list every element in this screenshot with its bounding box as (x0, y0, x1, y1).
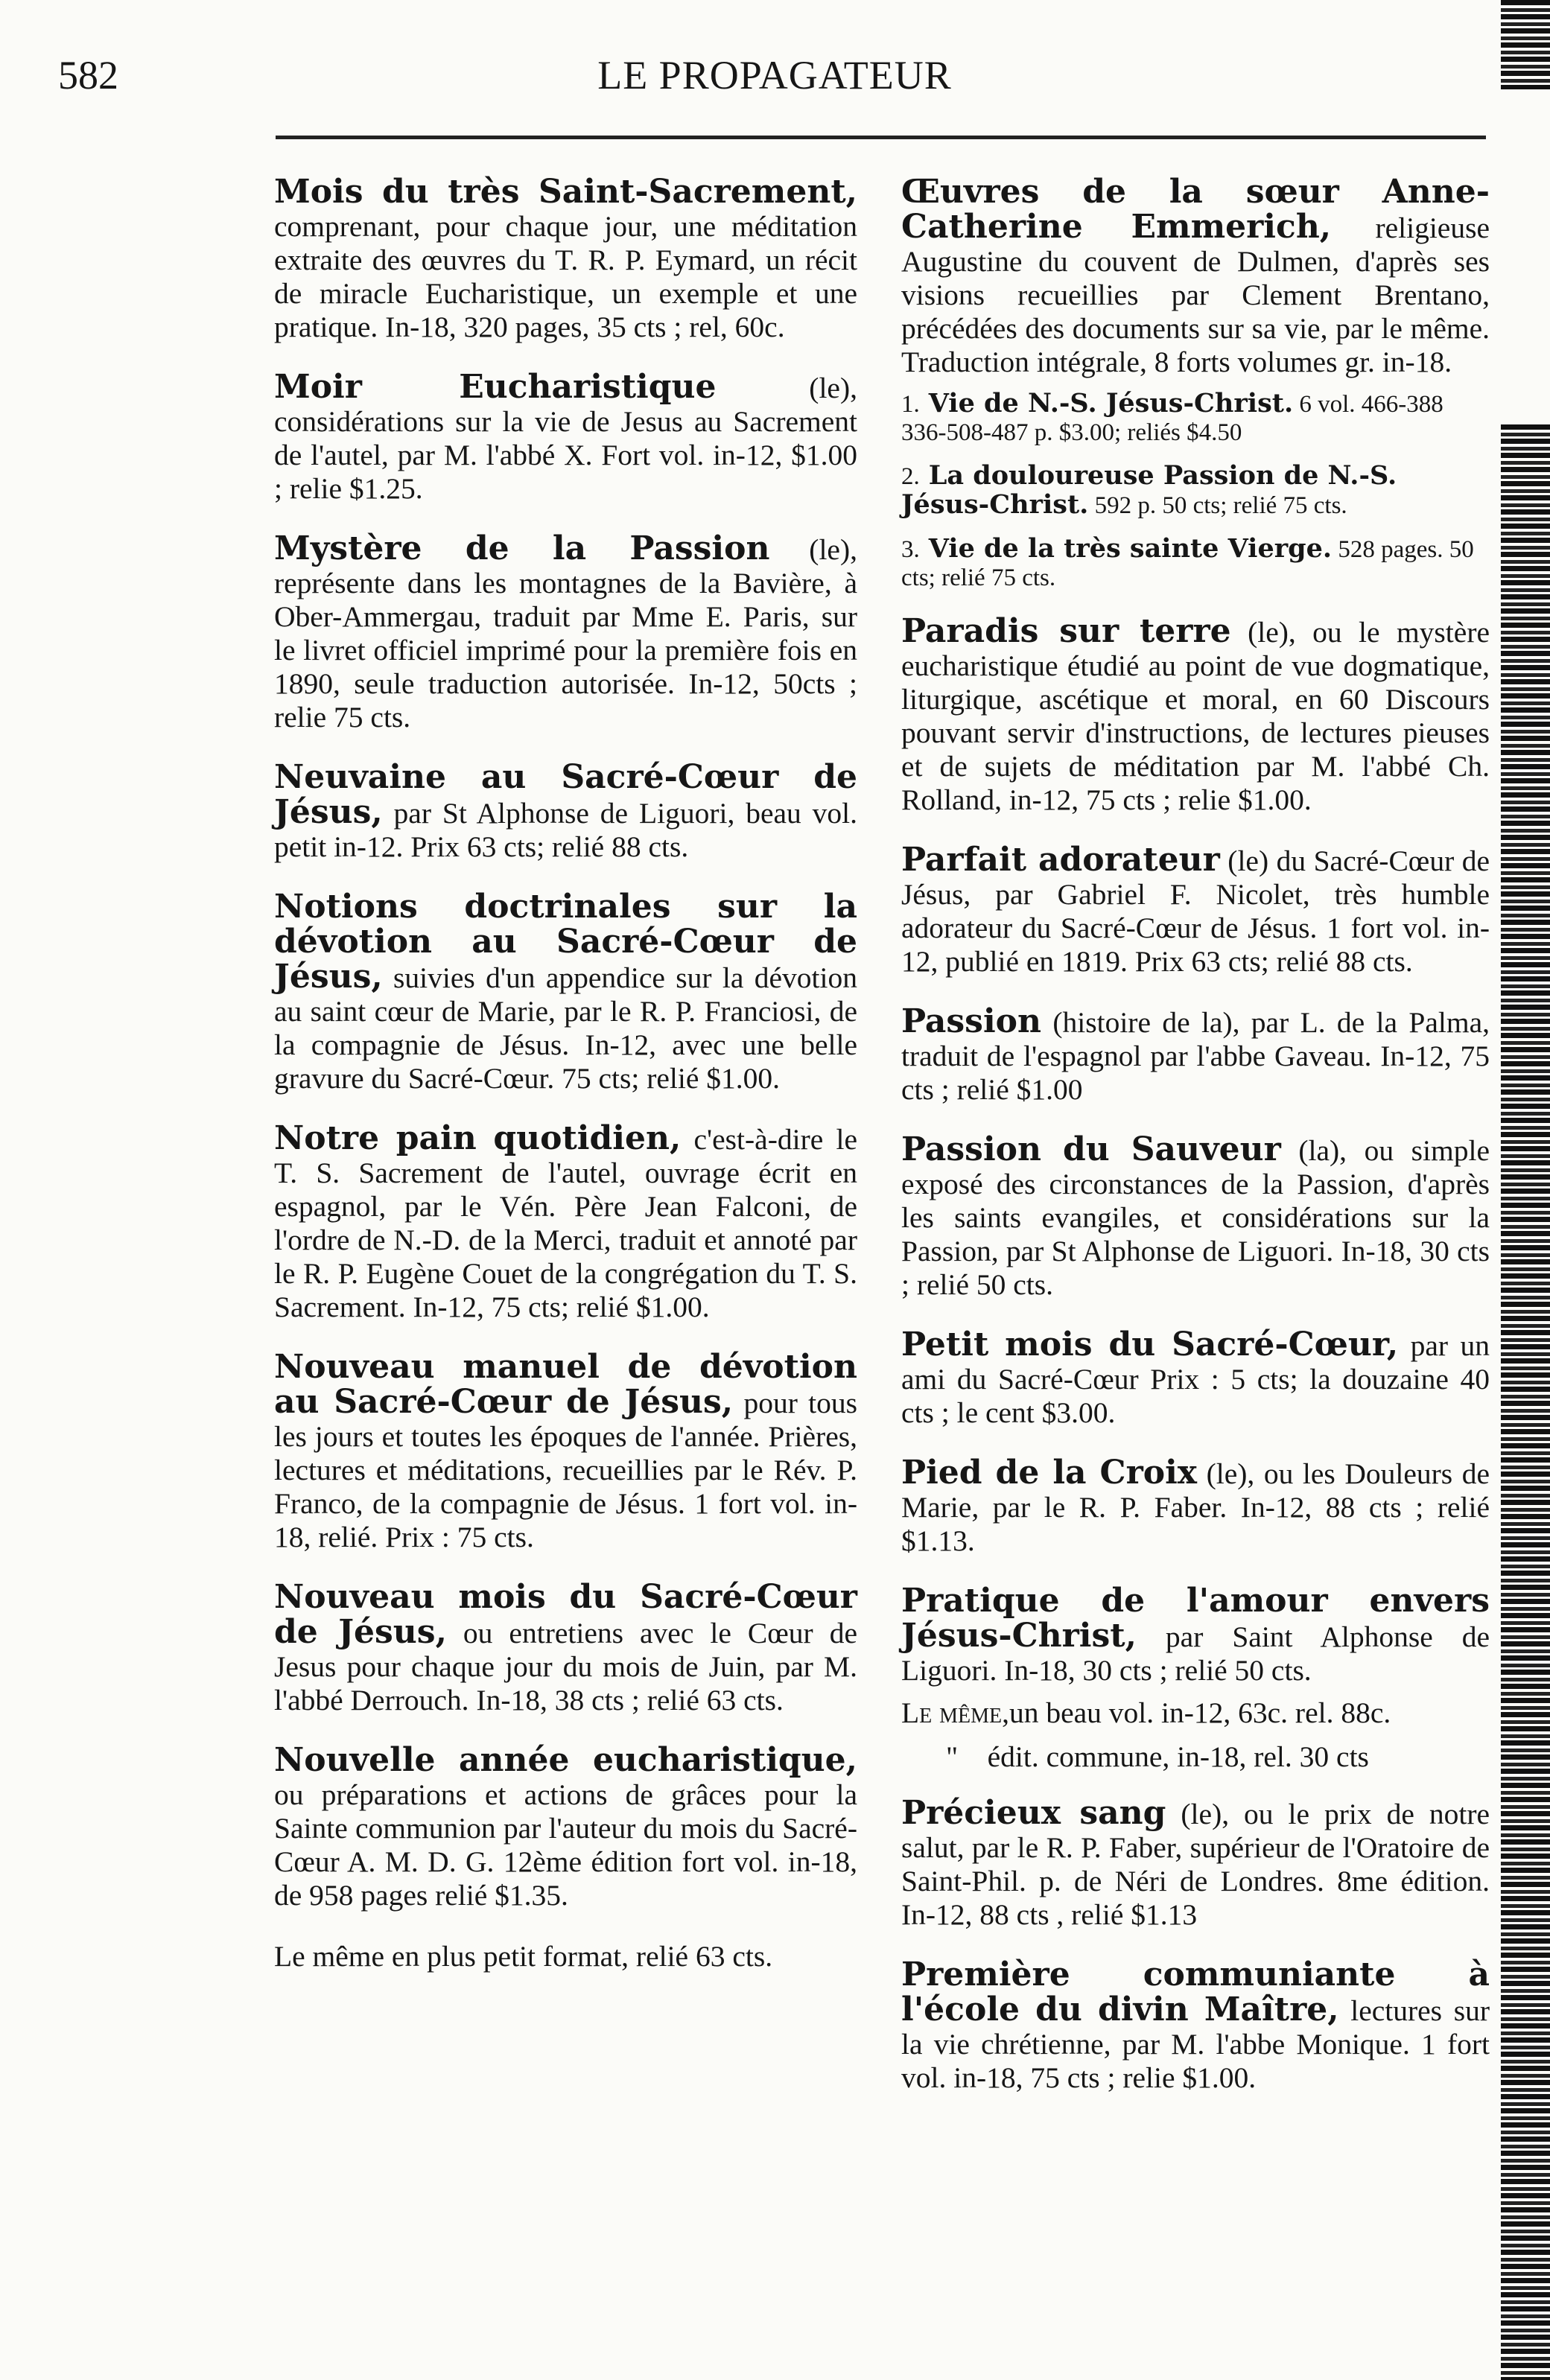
entry-title: Passion (901, 1002, 1042, 1040)
entry-title: Précieux sang (901, 1794, 1166, 1832)
entry-body: ou entretiens avec le Cœur de Jesus pour chaque jour du mois de Juin, par M. l'abbé Derrouch. In-18, 38 cts ; relié 63 cts. (274, 1617, 857, 1716)
page-header (0, 52, 1550, 112)
entry-title: Nouveau manuel de dévotion au Sacré-Cœur de Jésus, (274, 1348, 857, 1421)
catalog-entry (274, 1121, 857, 1324)
entry-title: Notre pain quotidien, (274, 1119, 682, 1157)
edition-details: édit. commune, in-18, rel. 30 cts (987, 1740, 1369, 1773)
catalog-entry (901, 843, 1490, 979)
entry-body: Le même en plus petit format, relié 63 cts. (274, 1940, 773, 1973)
entry-body: par St Alphonse de Liguori, beau vol. petit in-12. Prix 63 cts; relié 88 cts. (274, 797, 857, 863)
ditto-mark: " (946, 1740, 959, 1773)
entry-body: (le), représente dans les montagnes de la Bavière, à Ober-Ammergau, traduit par Mme E. Paris, sur le livret officiel imprimé pour la première fois en 1890, seule traduction autorisée. In-12, 50cts ; relie 75 cts. (274, 533, 857, 734)
catalog-entry (901, 1456, 1490, 1558)
catalog-entry (274, 175, 857, 344)
catalog-entry (274, 370, 857, 506)
catalog-entry (901, 1958, 1490, 2095)
entry-body: ou préparations et actions de grâces pour la Sainte communion par l'auteur du mois du Sacré-Cœur A. M. D. G. 12ème édition fort vol. in-18, de 958 pages relié $1.35. (274, 1778, 857, 1912)
catalog-entry (274, 760, 857, 864)
catalog-entry (274, 1743, 857, 1912)
entry-title: Neuvaine au Sacré-Cœur de Jésus, (274, 758, 857, 831)
catalog-entry (901, 1130, 1490, 1302)
catalog-entry (901, 1584, 1490, 1687)
header-rule (276, 136, 1486, 139)
volume-item (901, 535, 1490, 592)
entry-body: suivies d'un appendice sur la dévotion au saint cœur de Marie, par le R. P. Franciosi, de la compagnie de Jésus. In-12, avec une belle gravure du Sacré-Cœur. 75 cts; relié $1.00. (274, 961, 857, 1095)
entry-title: Première communiante à l'école du divin Maître, (901, 1956, 1490, 2029)
page-number: 582 (58, 53, 118, 98)
entry-body: (la), ou simple exposé des circonstances de la Passion, d'après les saints evangiles, et considérations sur la Passion, par St Alphonse de Liguori. In-18, 30 cts ; relié 50 cts. (901, 1134, 1490, 1301)
book-page-edge-gap (1501, 89, 1550, 424)
entry-body: c'est-à-dire le T. S. Sacrement de l'autel, ouvrage écrit en espagnol, par le Vén. Père Jean Falconi, de l'ordre de N.-D. de la Merci, traduit et annoté par le R. P. Eugène Couet de la congrégation du T. S. Sacrement. In-12, 75 cts; relié $1.00. (274, 1123, 857, 1323)
catalog-entry (274, 1938, 857, 1973)
entry-body: comprenant, pour chaque jour, une méditation extraite des œuvres du T. R. P. Eymard, un récit de miracle Eucharistique, un exemple et une pratique. In-18, 320 pages, 35 cts ; rel, 60c. (274, 210, 857, 343)
volume-item (901, 462, 1490, 520)
entry-title: Notions doctrinales sur la dévotion au Sacré-Cœur de Jésus, (274, 888, 857, 996)
entry-title: Petit mois du Sacré-Cœur, (901, 1326, 1399, 1364)
entry-title: Pied de la Croix (901, 1454, 1198, 1492)
entry-body: religieuse Augustine du couvent de Dulmen, d'après ses visions recueillies par Clement Brentano, précédées des documents sur sa vie, par le même. Traduction intégrale, 8 forts volumes gr. in-18. (901, 211, 1490, 378)
volume-title: Vie de N.-S. Jésus-Christ. (928, 388, 1294, 419)
volume-title: Vie de la très sainte Vierge. (928, 533, 1333, 564)
entry-title: Mystère de la Passion (274, 529, 770, 567)
left-column (274, 175, 857, 1999)
volume-details: 528 pages. 50 cts; relié 75 cts. (901, 536, 1474, 591)
edition-details: un beau vol. in-12, 63c. rel. 88c. (1009, 1696, 1391, 1729)
volume-number: 3. (901, 536, 920, 563)
volume-title: La douloureuse Passion de N.-S. Jésus-Christ. (901, 460, 1397, 520)
catalog-entry (274, 1350, 857, 1554)
entry-body: (le), ou les Douleurs de Marie, par le R. P. Faber. In-12, 88 cts ; relié $1.13. (901, 1457, 1490, 1557)
entry-body: par Saint Alphonse de Liguori. In-18, 30 cts ; relié 50 cts. (901, 1620, 1490, 1687)
catalog-entry (901, 1328, 1490, 1430)
right-column (901, 175, 1490, 2121)
edition-line (901, 1740, 1490, 1774)
volume-number: 1. (901, 391, 920, 418)
entry-title: Moir Eucharistique (274, 368, 717, 406)
catalog-entry (274, 1580, 857, 1717)
entry-body: pour tous les jours et toutes les époques de l'année. Prières, lectures et méditations, recueillies par le Rév. P. Franco, de la compagnie de Jésus. 1 fort vol. in-18, relié. Prix : 75 cts. (274, 1387, 857, 1553)
catalog-entry (274, 890, 857, 1095)
volume-details: 6 vol. 466-388 336-508-487 p. $3.00; reliés $4.50 (901, 391, 1443, 446)
entry-title: Œuvres de la sœur Anne-Catherine Emmerich, (901, 173, 1490, 246)
entry-body: par un ami du Sacré-Cœur Prix : 5 cts; la douzaine 40 cts ; le cent $3.00. (901, 1329, 1490, 1429)
entry-title: Passion du Sauveur (901, 1130, 1281, 1168)
volume-item (901, 389, 1490, 447)
entry-body: (le) du Sacré-Cœur de Jésus, par Gabriel F. Nicolet, très humble adorateur du Sacré-Cœur de Jésus. 1 fort vol. in-12, publié en 1819. Prix 63 cts; relié 88 cts. (901, 844, 1490, 978)
entry-title: Mois du très Saint-Sacrement, (274, 173, 857, 211)
volume-number: 2. (901, 463, 920, 490)
entry-body: (le), ou le prix de notre salut, par le R. P. Faber, supérieur de l'Oratoire de Saint-Phil. p. de Néri de Londres. 8me édition. In-12, 88 cts , relié $1.13 (901, 1798, 1490, 1931)
entry-title: Pratique de l'amour envers Jésus-Christ, (901, 1582, 1490, 1655)
catalog-entry (901, 175, 1490, 379)
edition-line (901, 1696, 1490, 1730)
entry-body: (le), ou le mystère eucharistique étudié au point de vue dogmatique, liturgique, ascétique et moral, en 60 Discours pouvant servir d'instructions, de lectures pieuses et de sujets de méditation par M. l'abbé Ch. Rolland, in-12, 75 cts ; relie $1.00. (901, 616, 1490, 816)
running-title: LE PROPAGATEUR (597, 53, 952, 98)
catalog-entry (274, 529, 857, 734)
volume-details: 592 p. 50 cts; relié 75 cts. (1088, 492, 1347, 519)
entry-title: Nouveau mois du Sacré-Cœur de Jésus, (274, 1578, 857, 1651)
entry-title: Paradis sur terre (901, 612, 1231, 650)
catalog-entry (901, 614, 1490, 817)
entry-title: Nouvelle année eucharistique, (274, 1741, 857, 1779)
entry-body: (le), considérations sur la vie de Jesus au Sacrement de l'autel, par M. l'abbé X. Fort vol. in-12, $1.00 ; relie $1.25. (274, 372, 857, 505)
entry-body: (histoire de la), par L. de la Palma, traduit de l'espagnol par l'abbe Gaveau. In-12, 75 cts ; relié $1.00 (901, 1006, 1490, 1106)
edition-lead: Le même, (901, 1696, 1009, 1729)
entry-body: lectures sur la vie chrétienne, par M. l'abbe Monique. 1 fort vol. in-18, 75 cts ; relie $1.00. (901, 1994, 1490, 2094)
entry-title: Parfait adorateur (901, 841, 1220, 879)
catalog-entry (901, 1796, 1490, 1932)
catalog-entry (901, 1002, 1490, 1107)
